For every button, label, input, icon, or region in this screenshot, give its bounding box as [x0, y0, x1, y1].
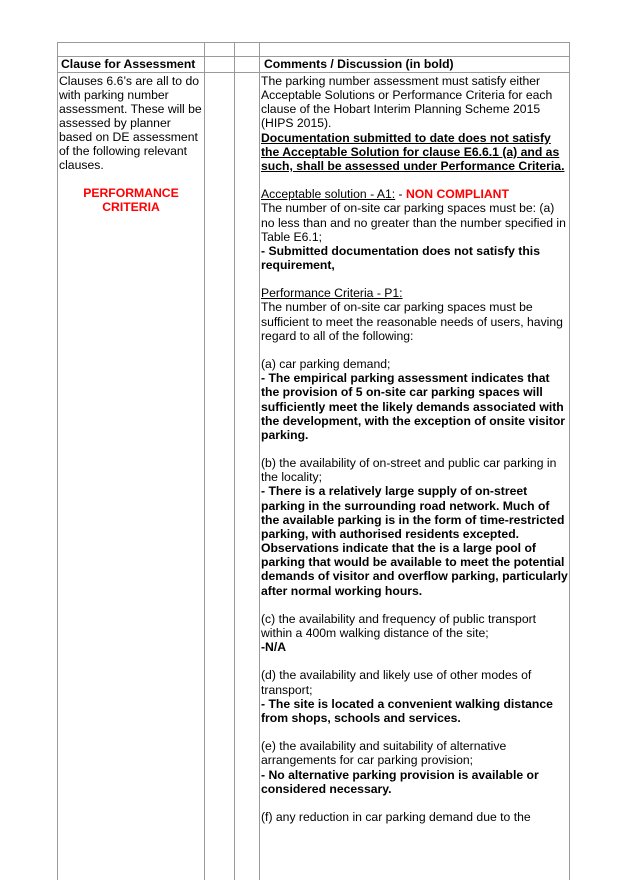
comments-column-header: Comments / Discussion (in bold)	[264, 57, 454, 71]
criterion-b-text: (b) the availability of on-street and public car parking in the locality;	[261, 456, 557, 485]
header-bottom-border	[58, 72, 569, 73]
criterion-e-text: (e) the availability and suitability of alternative arrangements for car parking provision;	[261, 739, 507, 768]
a1-status: NON COMPLIANT	[406, 187, 509, 202]
comments-cell	[261, 74, 569, 824]
criterion-b-finding: - There is a relatively large supply of on-street parking in the surrounding road network. Much of the available parking is in the form of time-restricted parking, with authorised residents excepted. Observations indicate that the is a large pool of parking that would be available to meet the potential demands of visitor and overflow parking, particularly after normal working hours.	[261, 484, 568, 598]
criterion-d-finding: - The site is located a convenient walking distance from shops, schools and services.	[261, 696, 553, 725]
assessment-table	[57, 42, 570, 880]
intro-text: The parking number assessment must satisfy either Acceptable Solutions or Performance Criteria for each clause of the Hobart Interim Planning Scheme 2015 (HIPS 2015).	[261, 74, 553, 131]
clause-column-header: Clause for Assessment	[61, 57, 196, 71]
a1-line	[261, 187, 569, 201]
clause-cell	[59, 74, 203, 214]
criterion-d-text: (d) the availability and likely use of other modes of transport;	[261, 668, 532, 697]
a1-separator: -	[395, 187, 406, 202]
p1-text: The number of on-site car parking spaces must be sufficient to meet the reasonable needs of users, having regard to all of the following:	[261, 300, 563, 343]
intro-finding: Documentation submitted to date does not satisfy the Acceptable Solution for clause E6.6.1 (a) and as such, shall be assessed under Performance Criteria.	[261, 130, 565, 173]
a1-finding: - Submitted documentation does not satisfy this requirement,	[261, 243, 540, 273]
criterion-a-text: (a) car parking demand;	[261, 357, 391, 372]
criterion-e-finding: - No alternative parking provision is available or considered necessary.	[261, 767, 539, 796]
p1-heading: Performance Criteria - P1:	[261, 286, 403, 301]
performance-criteria-label: PERFORMANCE CRITERIA	[83, 186, 179, 214]
criterion-f-text: (f) any reduction in car parking demand due to the	[261, 810, 531, 824]
column-divider	[204, 42, 205, 880]
criterion-a-finding: - The empirical parking assessment indicates that the provision of 5 on-site car parking spaces will sufficiently meet the likely demands associated with the development, with the exception of onsite visitor parking.	[261, 371, 566, 442]
a1-text: The number of on-site car parking spaces must be: (a) no less than and no greater than the number specified in Table E6.1;	[261, 201, 566, 244]
column-divider	[259, 42, 260, 880]
table-top-border	[58, 42, 569, 43]
a1-heading: Acceptable solution - A1:	[261, 187, 396, 202]
criterion-c-text: (c) the availability and frequency of public transport within a 400m walking distance of the site;	[261, 611, 537, 641]
clause-description: Clauses 6.6’s are all to do with parking number assessment. These will be assessed by planner based on DE assessment of the following relevant clauses.	[59, 74, 202, 172]
criterion-c-finding: -N/A	[261, 640, 287, 655]
column-divider	[234, 42, 235, 880]
